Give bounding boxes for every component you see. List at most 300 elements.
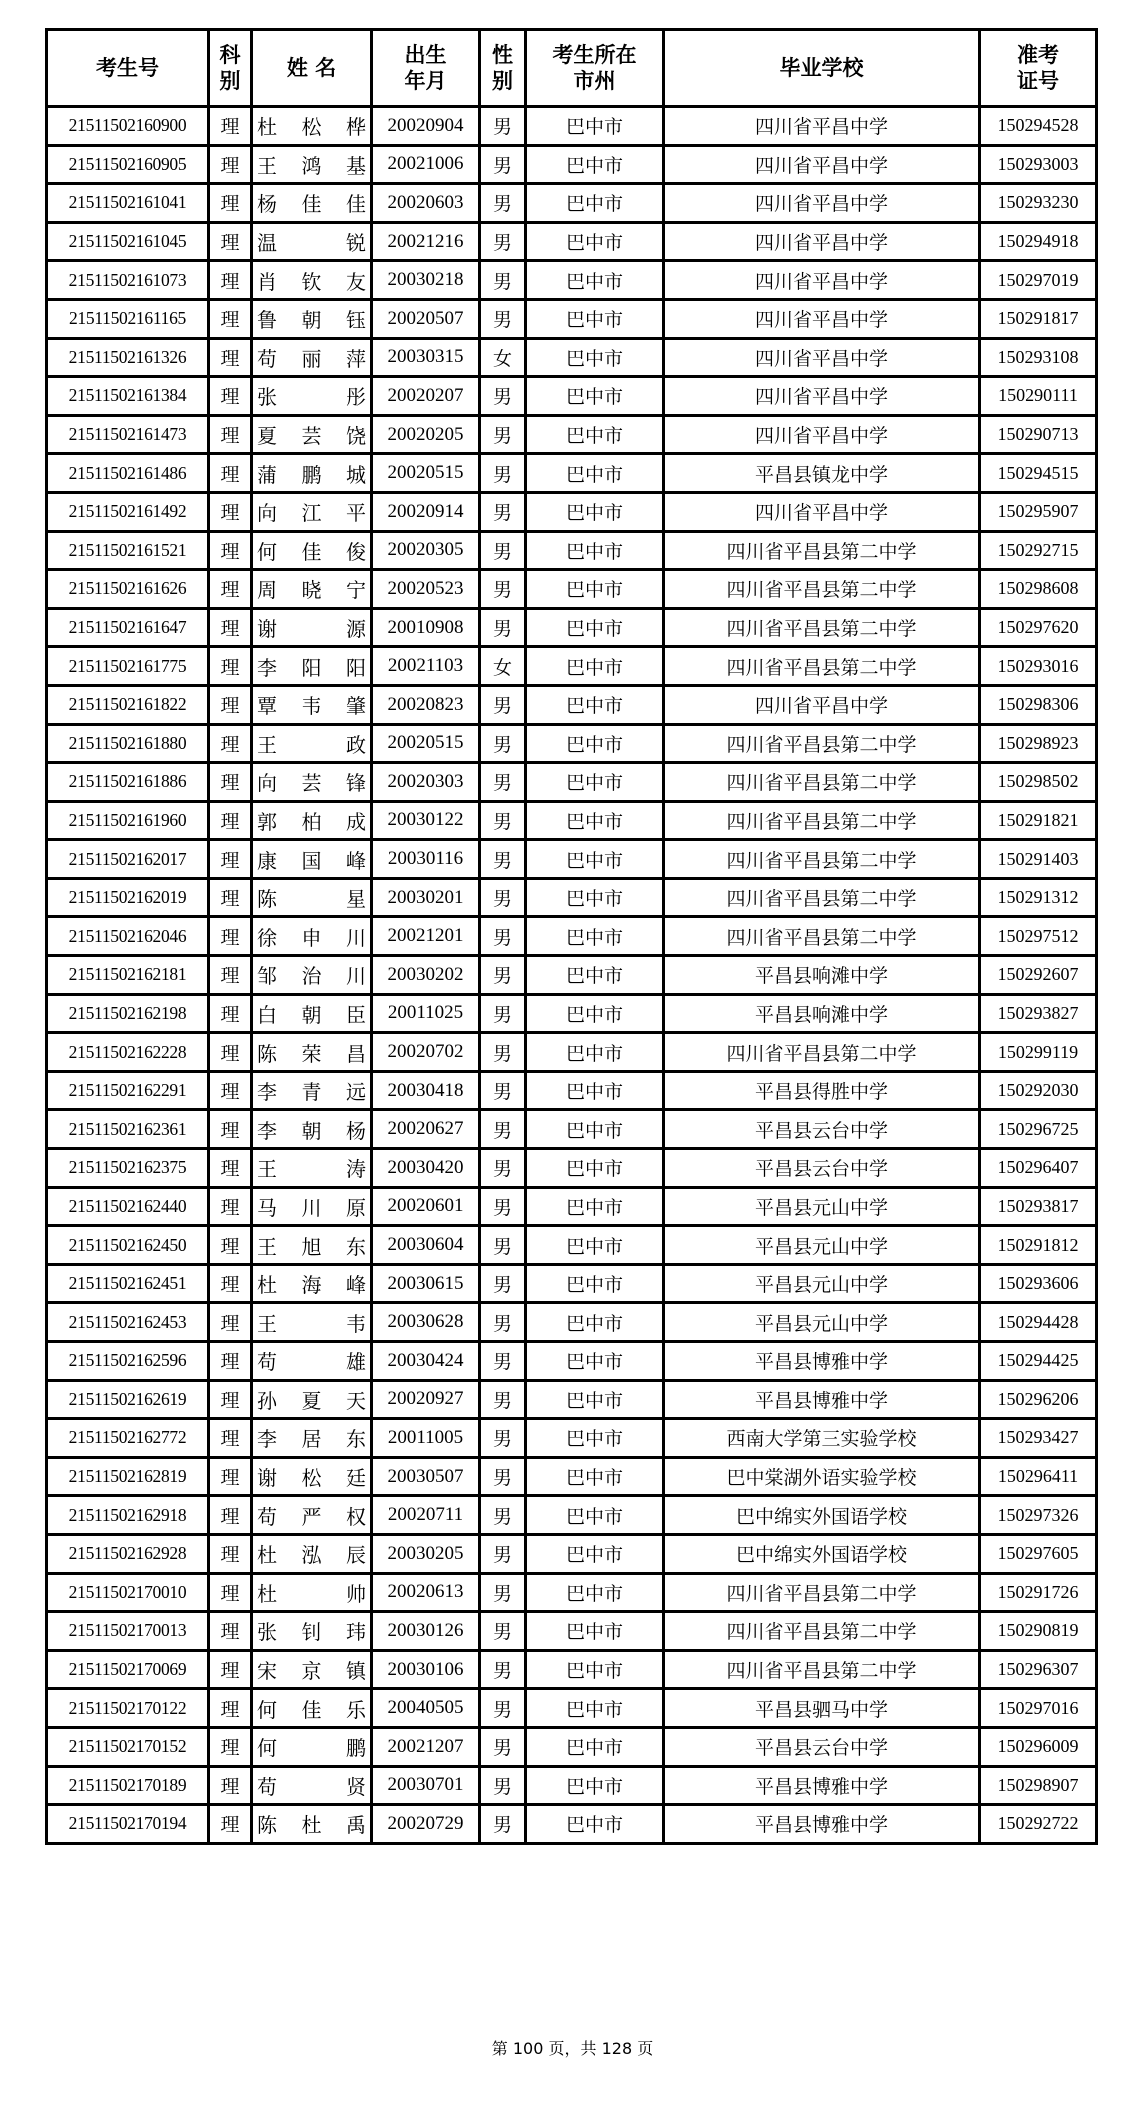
table-row — [47, 647, 1097, 686]
table-row — [47, 1342, 1097, 1381]
cell-name: 杜海峰 — [252, 1264, 372, 1303]
cell-gender: 男 — [480, 1496, 526, 1535]
cell-ticket: 150293427 — [980, 1419, 1097, 1458]
cell-birth: 20030116 — [372, 840, 480, 879]
table-row — [47, 338, 1097, 377]
cell-subject: 理 — [209, 840, 252, 879]
cell-subject: 理 — [209, 1342, 252, 1381]
cell-subject: 理 — [209, 454, 252, 493]
cell-city: 巴中市 — [526, 1457, 664, 1496]
cell-gender: 男 — [480, 222, 526, 261]
cell-school: 平昌县元山中学 — [664, 1303, 980, 1342]
cell-name: 李居东 — [252, 1419, 372, 1458]
cell-name: 郭柏成 — [252, 801, 372, 840]
table-row — [47, 1071, 1097, 1110]
table-row — [47, 840, 1097, 879]
cell-gender: 男 — [480, 1380, 526, 1419]
cell-name: 王鸿基 — [252, 145, 372, 184]
cell-city: 巴中市 — [526, 724, 664, 763]
cell-name: 李朝杨 — [252, 1110, 372, 1149]
cell-city: 巴中市 — [526, 801, 664, 840]
cell-school: 平昌县博雅中学 — [664, 1342, 980, 1381]
cell-subject: 理 — [209, 1149, 252, 1188]
table-row — [47, 1380, 1097, 1419]
header-birth-text: 出生年月 — [404, 43, 447, 93]
cell-ticket: 150299119 — [980, 1033, 1097, 1072]
cell-birth: 20030122 — [372, 801, 480, 840]
table-row — [47, 261, 1097, 300]
header-subject-text: 科别 — [219, 43, 241, 93]
cell-subject: 理 — [209, 1187, 252, 1226]
cell-subject: 理 — [209, 685, 252, 724]
cell-school: 四川省平昌县第二中学 — [664, 917, 980, 956]
cell-exam-no: 21511502161073 — [47, 261, 209, 300]
cell-gender: 女 — [480, 338, 526, 377]
cell-exam-no: 21511502162019 — [47, 878, 209, 917]
cell-exam-no: 21511502161822 — [47, 685, 209, 724]
cell-birth: 20020729 — [372, 1805, 480, 1844]
cell-gender: 男 — [480, 763, 526, 802]
table-row — [47, 377, 1097, 416]
cell-school: 四川省平昌县第二中学 — [664, 1033, 980, 1072]
cell-ticket: 150298923 — [980, 724, 1097, 763]
cell-birth: 20030604 — [372, 1226, 480, 1265]
cell-exam-no: 21511502162819 — [47, 1457, 209, 1496]
cell-city: 巴中市 — [526, 956, 664, 995]
cell-exam-no: 21511502161521 — [47, 531, 209, 570]
cell-school: 四川省平昌中学 — [664, 107, 980, 146]
cell-exam-no: 21511502161647 — [47, 608, 209, 647]
cell-subject: 理 — [209, 1033, 252, 1072]
cell-exam-no: 21511502170194 — [47, 1805, 209, 1844]
cell-name: 孙夏天 — [252, 1380, 372, 1419]
cell-birth: 20030126 — [372, 1612, 480, 1651]
cell-subject: 理 — [209, 1496, 252, 1535]
cell-city: 巴中市 — [526, 1805, 664, 1844]
cell-ticket: 150292607 — [980, 956, 1097, 995]
cell-ticket: 150291312 — [980, 878, 1097, 917]
cell-ticket: 150294425 — [980, 1342, 1097, 1381]
cell-birth: 20020823 — [372, 685, 480, 724]
cell-name: 李阳阳 — [252, 647, 372, 686]
table-row — [47, 107, 1097, 146]
cell-birth: 20011025 — [372, 994, 480, 1033]
cell-gender: 男 — [480, 1033, 526, 1072]
cell-name: 陈星 — [252, 878, 372, 917]
cell-gender: 男 — [480, 1264, 526, 1303]
cell-ticket: 150297620 — [980, 608, 1097, 647]
cell-ticket: 150296307 — [980, 1650, 1097, 1689]
header-subject — [209, 30, 252, 107]
cell-exam-no: 21511502162291 — [47, 1071, 209, 1110]
cell-school: 四川省平昌县第二中学 — [664, 1650, 980, 1689]
cell-gender: 男 — [480, 492, 526, 531]
cell-city: 巴中市 — [526, 917, 664, 956]
cell-exam-no: 21511502170010 — [47, 1573, 209, 1612]
cell-name: 苟丽萍 — [252, 338, 372, 377]
cell-city: 巴中市 — [526, 608, 664, 647]
cell-ticket: 150291817 — [980, 299, 1097, 338]
cell-birth: 20021207 — [372, 1727, 480, 1766]
cell-school: 四川省平昌县第二中学 — [664, 531, 980, 570]
cell-gender: 女 — [480, 647, 526, 686]
cell-ticket: 150290819 — [980, 1612, 1097, 1651]
cell-city: 巴中市 — [526, 1187, 664, 1226]
header-ticket — [980, 30, 1097, 107]
cell-subject: 理 — [209, 1766, 252, 1805]
cell-name: 马川原 — [252, 1187, 372, 1226]
cell-exam-no: 21511502161165 — [47, 299, 209, 338]
cell-ticket: 150292722 — [980, 1805, 1097, 1844]
cell-exam-no: 21511502170152 — [47, 1727, 209, 1766]
cell-ticket: 150293230 — [980, 184, 1097, 223]
cell-birth: 20020205 — [372, 415, 480, 454]
cell-school: 巴中绵实外国语学校 — [664, 1534, 980, 1573]
cell-subject: 理 — [209, 801, 252, 840]
cell-ticket: 150298608 — [980, 570, 1097, 609]
cell-school: 平昌县云台中学 — [664, 1149, 980, 1188]
cell-city: 巴中市 — [526, 1071, 664, 1110]
cell-city: 巴中市 — [526, 184, 664, 223]
table-row — [47, 878, 1097, 917]
cell-city: 巴中市 — [526, 1419, 664, 1458]
cell-gender: 男 — [480, 1419, 526, 1458]
cell-exam-no: 21511502170189 — [47, 1766, 209, 1805]
cell-gender: 男 — [480, 994, 526, 1033]
cell-subject: 理 — [209, 145, 252, 184]
cell-city: 巴中市 — [526, 1534, 664, 1573]
cell-city: 巴中市 — [526, 685, 664, 724]
table-row — [47, 531, 1097, 570]
cell-school: 四川省平昌县第二中学 — [664, 1612, 980, 1651]
header-ticket-text: 准考证号 — [1017, 43, 1059, 93]
cell-city: 巴中市 — [526, 415, 664, 454]
cell-birth: 20020523 — [372, 570, 480, 609]
cell-subject: 理 — [209, 338, 252, 377]
cell-gender: 男 — [480, 801, 526, 840]
cell-ticket: 150296725 — [980, 1110, 1097, 1149]
cell-gender: 男 — [480, 184, 526, 223]
cell-school: 四川省平昌县第二中学 — [664, 647, 980, 686]
cell-birth: 20021006 — [372, 145, 480, 184]
cell-exam-no: 21511502161326 — [47, 338, 209, 377]
table-row — [47, 1187, 1097, 1226]
cell-city: 巴中市 — [526, 1303, 664, 1342]
table-row — [47, 801, 1097, 840]
table-row — [47, 222, 1097, 261]
cell-birth: 20030218 — [372, 261, 480, 300]
cell-city: 巴中市 — [526, 1766, 664, 1805]
cell-birth: 20020507 — [372, 299, 480, 338]
cell-exam-no: 21511502170013 — [47, 1612, 209, 1651]
cell-exam-no: 21511502161045 — [47, 222, 209, 261]
cell-birth: 20030418 — [372, 1071, 480, 1110]
cell-city: 巴中市 — [526, 145, 664, 184]
cell-subject: 理 — [209, 1689, 252, 1728]
cell-exam-no: 21511502170122 — [47, 1689, 209, 1728]
table-row — [47, 570, 1097, 609]
cell-ticket: 150298502 — [980, 763, 1097, 802]
cell-school: 四川省平昌中学 — [664, 685, 980, 724]
cell-birth: 20010908 — [372, 608, 480, 647]
cell-city: 巴中市 — [526, 1650, 664, 1689]
cell-city: 巴中市 — [526, 222, 664, 261]
cell-ticket: 150292715 — [980, 531, 1097, 570]
cell-birth: 20020305 — [372, 531, 480, 570]
header-name: 姓 名 — [252, 30, 372, 107]
table-row — [47, 956, 1097, 995]
cell-city: 巴中市 — [526, 994, 664, 1033]
cell-subject: 理 — [209, 184, 252, 223]
table-row — [47, 917, 1097, 956]
cell-name: 夏芸饶 — [252, 415, 372, 454]
table-row — [47, 1650, 1097, 1689]
cell-city: 巴中市 — [526, 1226, 664, 1265]
cell-school: 四川省平昌中学 — [664, 338, 980, 377]
cell-exam-no: 21511502161880 — [47, 724, 209, 763]
cell-subject: 理 — [209, 1110, 252, 1149]
cell-birth: 20040505 — [372, 1689, 480, 1728]
header-city — [526, 30, 664, 107]
table-row — [47, 1264, 1097, 1303]
cell-city: 巴中市 — [526, 1033, 664, 1072]
cell-name: 何鹏 — [252, 1727, 372, 1766]
cell-exam-no: 21511502170069 — [47, 1650, 209, 1689]
cell-birth: 20020711 — [372, 1496, 480, 1535]
cell-birth: 20020627 — [372, 1110, 480, 1149]
cell-gender: 男 — [480, 145, 526, 184]
cell-birth: 20020613 — [372, 1573, 480, 1612]
cell-city: 巴中市 — [526, 1149, 664, 1188]
cell-subject: 理 — [209, 415, 252, 454]
table-row — [47, 145, 1097, 184]
cell-birth: 20020914 — [372, 492, 480, 531]
cell-ticket: 150290713 — [980, 415, 1097, 454]
cell-birth: 20020207 — [372, 377, 480, 416]
cell-school: 四川省平昌中学 — [664, 261, 980, 300]
table-row — [47, 492, 1097, 531]
cell-subject: 理 — [209, 763, 252, 802]
table-row — [47, 1226, 1097, 1265]
cell-exam-no: 21511502161486 — [47, 454, 209, 493]
cell-name: 邹治川 — [252, 956, 372, 995]
cell-ticket: 150290111 — [980, 377, 1097, 416]
cell-exam-no: 21511502162375 — [47, 1149, 209, 1188]
cell-birth: 20030201 — [372, 878, 480, 917]
cell-gender: 男 — [480, 685, 526, 724]
cell-exam-no: 21511502162453 — [47, 1303, 209, 1342]
cell-ticket: 150291812 — [980, 1226, 1097, 1265]
cell-ticket: 150291403 — [980, 840, 1097, 879]
cell-name: 覃韦肇 — [252, 685, 372, 724]
cell-birth: 20030106 — [372, 1650, 480, 1689]
cell-ticket: 150294428 — [980, 1303, 1097, 1342]
cell-ticket: 150293016 — [980, 647, 1097, 686]
cell-ticket: 150297016 — [980, 1689, 1097, 1728]
cell-city: 巴中市 — [526, 1264, 664, 1303]
cell-gender: 男 — [480, 1303, 526, 1342]
cell-subject: 理 — [209, 1071, 252, 1110]
cell-ticket: 150293003 — [980, 145, 1097, 184]
cell-exam-no: 21511502161041 — [47, 184, 209, 223]
cell-birth: 20030615 — [372, 1264, 480, 1303]
cell-subject: 理 — [209, 994, 252, 1033]
cell-gender: 男 — [480, 1727, 526, 1766]
cell-school: 平昌县元山中学 — [664, 1226, 980, 1265]
table-row — [47, 1303, 1097, 1342]
cell-subject: 理 — [209, 107, 252, 146]
cell-school: 平昌县云台中学 — [664, 1110, 980, 1149]
cell-exam-no: 21511502161384 — [47, 377, 209, 416]
cell-gender: 男 — [480, 570, 526, 609]
cell-name: 蒲鹏城 — [252, 454, 372, 493]
cell-subject: 理 — [209, 1226, 252, 1265]
cell-subject: 理 — [209, 261, 252, 300]
cell-exam-no: 21511502161775 — [47, 647, 209, 686]
cell-name: 谢源 — [252, 608, 372, 647]
cell-gender: 男 — [480, 1149, 526, 1188]
table-row — [47, 1689, 1097, 1728]
cell-subject: 理 — [209, 1419, 252, 1458]
cell-exam-no: 21511502161473 — [47, 415, 209, 454]
table-row — [47, 415, 1097, 454]
cell-city: 巴中市 — [526, 1342, 664, 1381]
cell-city: 巴中市 — [526, 1573, 664, 1612]
cell-city: 巴中市 — [526, 840, 664, 879]
cell-exam-no: 21511502162451 — [47, 1264, 209, 1303]
cell-gender: 男 — [480, 377, 526, 416]
cell-subject: 理 — [209, 1805, 252, 1844]
cell-name: 杜帅 — [252, 1573, 372, 1612]
cell-ticket: 150296407 — [980, 1149, 1097, 1188]
cell-school: 巴中棠湖外语实验学校 — [664, 1457, 980, 1496]
cell-city: 巴中市 — [526, 763, 664, 802]
cell-gender: 男 — [480, 1612, 526, 1651]
cell-exam-no: 21511502162198 — [47, 994, 209, 1033]
cell-name: 陈杜禹 — [252, 1805, 372, 1844]
cell-subject: 理 — [209, 492, 252, 531]
cell-gender: 男 — [480, 1650, 526, 1689]
cell-subject: 理 — [209, 956, 252, 995]
cell-name: 肖钦友 — [252, 261, 372, 300]
table-row — [47, 1419, 1097, 1458]
cell-subject: 理 — [209, 1612, 252, 1651]
cell-name: 苟严权 — [252, 1496, 372, 1535]
cell-ticket: 150292030 — [980, 1071, 1097, 1110]
cell-exam-no: 21511502162596 — [47, 1342, 209, 1381]
cell-ticket: 150294918 — [980, 222, 1097, 261]
cell-name: 向芸锋 — [252, 763, 372, 802]
cell-exam-no: 21511502160905 — [47, 145, 209, 184]
cell-ticket: 150293606 — [980, 1264, 1097, 1303]
cell-subject: 理 — [209, 1650, 252, 1689]
cell-exam-no: 21511502162918 — [47, 1496, 209, 1535]
table-row — [47, 608, 1097, 647]
cell-gender: 男 — [480, 878, 526, 917]
cell-subject: 理 — [209, 1573, 252, 1612]
cell-ticket: 150294515 — [980, 454, 1097, 493]
cell-exam-no: 21511502162017 — [47, 840, 209, 879]
cell-ticket: 150293108 — [980, 338, 1097, 377]
table-row — [47, 184, 1097, 223]
cell-name: 何佳俊 — [252, 531, 372, 570]
cell-name: 杜泓辰 — [252, 1534, 372, 1573]
cell-ticket: 150294528 — [980, 107, 1097, 146]
cell-city: 巴中市 — [526, 878, 664, 917]
cell-name: 温锐 — [252, 222, 372, 261]
table-row — [47, 1766, 1097, 1805]
header-school: 毕业学校 — [664, 30, 980, 107]
cell-gender: 男 — [480, 840, 526, 879]
cell-ticket: 150297512 — [980, 917, 1097, 956]
cell-subject: 理 — [209, 1727, 252, 1766]
cell-city: 巴中市 — [526, 1110, 664, 1149]
cell-gender: 男 — [480, 1187, 526, 1226]
cell-subject: 理 — [209, 647, 252, 686]
cell-city: 巴中市 — [526, 1496, 664, 1535]
cell-subject: 理 — [209, 531, 252, 570]
cell-ticket: 150298907 — [980, 1766, 1097, 1805]
cell-birth: 20030424 — [372, 1342, 480, 1381]
cell-city: 巴中市 — [526, 299, 664, 338]
cell-name: 杜松桦 — [252, 107, 372, 146]
cell-gender: 男 — [480, 299, 526, 338]
cell-ticket: 150297019 — [980, 261, 1097, 300]
cell-school: 四川省平昌县第二中学 — [664, 878, 980, 917]
table-row — [47, 724, 1097, 763]
header-birth — [372, 30, 480, 107]
cell-school: 平昌县元山中学 — [664, 1264, 980, 1303]
cell-subject: 理 — [209, 1534, 252, 1573]
cell-city: 巴中市 — [526, 454, 664, 493]
cell-gender: 男 — [480, 956, 526, 995]
cell-birth: 20020603 — [372, 184, 480, 223]
cell-school: 四川省平昌中学 — [664, 184, 980, 223]
cell-gender: 男 — [480, 1573, 526, 1612]
table-row — [47, 1033, 1097, 1072]
cell-school: 四川省平昌中学 — [664, 145, 980, 184]
cell-city: 巴中市 — [526, 1689, 664, 1728]
cell-gender: 男 — [480, 1766, 526, 1805]
cell-name: 陈荣昌 — [252, 1033, 372, 1072]
cell-gender: 男 — [480, 1457, 526, 1496]
cell-birth: 20030420 — [372, 1149, 480, 1188]
table-row — [47, 1457, 1097, 1496]
cell-name: 向江平 — [252, 492, 372, 531]
header-exam-no: 考生号 — [47, 30, 209, 107]
cell-gender: 男 — [480, 1071, 526, 1110]
cell-birth: 20030315 — [372, 338, 480, 377]
cell-city: 巴中市 — [526, 1380, 664, 1419]
cell-city: 巴中市 — [526, 647, 664, 686]
cell-name: 王韦 — [252, 1303, 372, 1342]
cell-city: 巴中市 — [526, 377, 664, 416]
cell-exam-no: 21511502162928 — [47, 1534, 209, 1573]
table-row — [47, 1573, 1097, 1612]
cell-exam-no: 21511502161886 — [47, 763, 209, 802]
cell-exam-no: 21511502162619 — [47, 1380, 209, 1419]
cell-name: 白朝臣 — [252, 994, 372, 1033]
cell-subject: 理 — [209, 570, 252, 609]
cell-exam-no: 21511502162440 — [47, 1187, 209, 1226]
cell-exam-no: 21511502162228 — [47, 1033, 209, 1072]
cell-school: 四川省平昌县第二中学 — [664, 801, 980, 840]
cell-birth: 20030507 — [372, 1457, 480, 1496]
cell-subject: 理 — [209, 377, 252, 416]
cell-city: 巴中市 — [526, 261, 664, 300]
cell-exam-no: 21511502162772 — [47, 1419, 209, 1458]
cell-name: 李青远 — [252, 1071, 372, 1110]
